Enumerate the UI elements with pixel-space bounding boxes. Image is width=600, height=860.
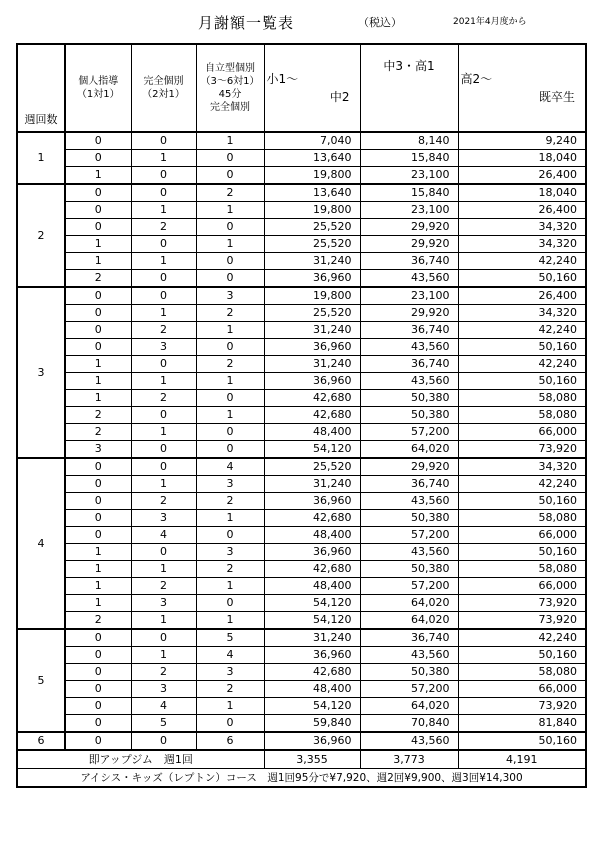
full-individual-count-cell: 0 [131, 132, 196, 150]
header-individual-line1: 個人指導 [78, 76, 119, 87]
full-individual-count-cell: 1 [131, 373, 196, 390]
self-study-count-cell: 4 [196, 458, 264, 476]
price-grade2-cell: 29,920 [360, 236, 458, 253]
price-grade1-cell: 31,240 [264, 356, 360, 373]
full-individual-count-cell: 0 [131, 287, 196, 305]
up-gym-row [17, 750, 586, 769]
full-individual-count-cell: 0 [131, 356, 196, 373]
individual-count-cell: 0 [65, 681, 131, 698]
price-grade3-cell: 50,160 [458, 270, 586, 288]
self-study-count-cell: 3 [196, 476, 264, 493]
price-grade1-cell: 48,400 [264, 681, 360, 698]
table-row [17, 322, 586, 339]
price-grade2-cell: 57,200 [360, 681, 458, 698]
page-title: 月謝額一覧表 [198, 14, 295, 32]
table-row [17, 544, 586, 561]
price-grade2-cell: 64,020 [360, 441, 458, 459]
price-grade1-cell: 19,800 [264, 167, 360, 185]
price-grade2-cell: 50,380 [360, 561, 458, 578]
self-study-count-cell: 0 [196, 424, 264, 441]
individual-count-cell: 0 [65, 476, 131, 493]
full-individual-count-cell: 3 [131, 339, 196, 356]
up-gym-price-cell: 3,355 [264, 750, 360, 769]
self-study-count-cell: 0 [196, 219, 264, 236]
individual-count-cell: 1 [65, 356, 131, 373]
price-grade2-cell: 15,840 [360, 150, 458, 167]
price-grade1-cell: 54,120 [264, 441, 360, 459]
price-grade1-cell: 48,400 [264, 424, 360, 441]
price-grade2-cell: 43,560 [360, 732, 458, 750]
price-grade3-cell: 50,160 [458, 373, 586, 390]
individual-count-cell: 0 [65, 202, 131, 219]
price-grade1-cell: 19,800 [264, 202, 360, 219]
price-grade2-cell: 43,560 [360, 339, 458, 356]
self-study-count-cell: 0 [196, 253, 264, 270]
full-individual-count-cell: 1 [131, 424, 196, 441]
self-study-count-cell: 1 [196, 132, 264, 150]
header-grade1-line1: 小1～ [266, 72, 299, 86]
price-grade2-cell: 57,200 [360, 527, 458, 544]
individual-count-cell: 0 [65, 527, 131, 544]
price-grade2-cell: 23,100 [360, 167, 458, 185]
individual-count-cell: 0 [65, 732, 131, 750]
individual-count-cell: 0 [65, 132, 131, 150]
table-row [17, 527, 586, 544]
price-grade2-cell: 43,560 [360, 373, 458, 390]
individual-count-cell: 0 [65, 458, 131, 476]
full-individual-count-cell: 0 [131, 167, 196, 185]
individual-count-cell: 0 [65, 647, 131, 664]
self-study-count-cell: 1 [196, 612, 264, 630]
price-grade1-cell: 54,120 [264, 595, 360, 612]
self-study-count-cell: 0 [196, 270, 264, 288]
tax-note: （税込） [358, 16, 402, 29]
table-row [17, 458, 586, 476]
full-individual-count-cell: 1 [131, 647, 196, 664]
full-individual-count-cell: 2 [131, 578, 196, 595]
table-row [17, 339, 586, 356]
kids-course-note: アイシス・キッズ（レプトン）コース 週1回95分で¥7,920、週2回¥9,900、週3回¥14,300 [17, 769, 586, 788]
price-grade2-cell: 36,740 [360, 253, 458, 270]
price-grade2-cell: 29,920 [360, 305, 458, 322]
price-grade1-cell: 42,680 [264, 390, 360, 407]
self-study-count-cell: 3 [196, 544, 264, 561]
weeks-cell: 4 [17, 458, 65, 629]
self-study-count-cell: 2 [196, 561, 264, 578]
price-grade3-cell: 58,080 [458, 664, 586, 681]
price-grade3-cell: 66,000 [458, 681, 586, 698]
price-grade2-cell: 50,380 [360, 664, 458, 681]
table-row [17, 612, 586, 630]
table-row [17, 629, 586, 647]
individual-count-cell: 1 [65, 561, 131, 578]
individual-count-cell: 1 [65, 390, 131, 407]
price-grade1-cell: 36,960 [264, 732, 360, 750]
full-individual-count-cell: 2 [131, 390, 196, 407]
header-self-study-line3: 45分 [218, 89, 242, 100]
individual-count-cell: 0 [65, 150, 131, 167]
price-grade1-cell: 25,520 [264, 219, 360, 236]
full-individual-count-cell: 3 [131, 681, 196, 698]
price-grade3-cell: 73,920 [458, 595, 586, 612]
table-row [17, 236, 586, 253]
price-grade1-cell: 48,400 [264, 578, 360, 595]
table-row [17, 373, 586, 390]
individual-count-cell: 0 [65, 510, 131, 527]
self-study-count-cell: 0 [196, 595, 264, 612]
price-grade3-cell: 50,160 [458, 544, 586, 561]
self-study-count-cell: 1 [196, 322, 264, 339]
price-grade2-cell: 36,740 [360, 356, 458, 373]
price-grade3-cell: 66,000 [458, 578, 586, 595]
header-grade-jr3-hs1: 中3・高1 [360, 44, 458, 132]
price-grade3-cell: 58,080 [458, 390, 586, 407]
table-row [17, 184, 586, 202]
self-study-count-cell: 2 [196, 356, 264, 373]
price-grade3-cell: 34,320 [458, 458, 586, 476]
full-individual-count-cell: 5 [131, 715, 196, 733]
price-grade3-cell: 18,040 [458, 184, 586, 202]
table-row [17, 407, 586, 424]
header-self-study-line4: 完全個別 [210, 102, 250, 113]
table-row [17, 510, 586, 527]
price-grade3-cell: 42,240 [458, 476, 586, 493]
full-individual-count-cell: 1 [131, 476, 196, 493]
individual-count-cell: 0 [65, 715, 131, 733]
table-row [17, 167, 586, 185]
table-row [17, 253, 586, 270]
price-grade3-cell: 66,000 [458, 424, 586, 441]
price-grade3-cell: 73,920 [458, 612, 586, 630]
price-grade3-cell: 50,160 [458, 732, 586, 750]
individual-count-cell: 3 [65, 441, 131, 459]
full-individual-count-cell: 2 [131, 493, 196, 510]
individual-count-cell: 0 [65, 219, 131, 236]
full-individual-count-cell: 1 [131, 561, 196, 578]
price-grade3-cell: 42,240 [458, 356, 586, 373]
weeks-cell: 2 [17, 184, 65, 287]
price-grade2-cell: 70,840 [360, 715, 458, 733]
individual-count-cell: 0 [65, 493, 131, 510]
header-grade-elem-jr2 [264, 44, 360, 132]
individual-count-cell: 1 [65, 167, 131, 185]
price-grade1-cell: 36,960 [264, 647, 360, 664]
price-grade3-cell: 9,240 [458, 132, 586, 150]
full-individual-count-cell: 2 [131, 219, 196, 236]
table-row [17, 561, 586, 578]
price-grade2-cell: 64,020 [360, 698, 458, 715]
individual-count-cell: 0 [65, 322, 131, 339]
price-grade1-cell: 31,240 [264, 253, 360, 270]
price-grade3-cell: 66,000 [458, 527, 586, 544]
table-row [17, 578, 586, 595]
individual-count-cell: 0 [65, 184, 131, 202]
table-row [17, 595, 586, 612]
self-study-count-cell: 1 [196, 407, 264, 424]
self-study-count-cell: 6 [196, 732, 264, 750]
price-grade2-cell: 23,100 [360, 287, 458, 305]
self-study-count-cell: 0 [196, 441, 264, 459]
price-grade3-cell: 42,240 [458, 629, 586, 647]
price-grade1-cell: 7,040 [264, 132, 360, 150]
price-grade2-cell: 8,140 [360, 132, 458, 150]
price-grade2-cell: 64,020 [360, 595, 458, 612]
price-grade3-cell: 42,240 [458, 253, 586, 270]
price-grade1-cell: 36,960 [264, 544, 360, 561]
price-grade3-cell: 18,040 [458, 150, 586, 167]
table-row [17, 698, 586, 715]
full-individual-count-cell: 1 [131, 150, 196, 167]
price-grade1-cell: 54,120 [264, 612, 360, 630]
self-study-count-cell: 2 [196, 493, 264, 510]
full-individual-count-cell: 1 [131, 202, 196, 219]
price-grade2-cell: 50,380 [360, 407, 458, 424]
table-row [17, 681, 586, 698]
price-grade2-cell: 50,380 [360, 510, 458, 527]
price-grade2-cell: 29,920 [360, 458, 458, 476]
individual-count-cell: 2 [65, 424, 131, 441]
self-study-count-cell: 1 [196, 202, 264, 219]
header-self-study-line1: 自立型個別 [205, 63, 255, 74]
full-individual-count-cell: 4 [131, 527, 196, 544]
full-individual-count-cell: 0 [131, 732, 196, 750]
table-row [17, 424, 586, 441]
price-grade2-cell: 57,200 [360, 424, 458, 441]
full-individual-count-cell: 3 [131, 595, 196, 612]
price-grade1-cell: 42,680 [264, 561, 360, 578]
individual-count-cell: 1 [65, 595, 131, 612]
individual-count-cell: 0 [65, 287, 131, 305]
table-row [17, 476, 586, 493]
full-individual-count-cell: 2 [131, 322, 196, 339]
individual-count-cell: 2 [65, 407, 131, 424]
price-grade1-cell: 54,120 [264, 698, 360, 715]
header-full-individual-line1: 完全個別 [143, 76, 184, 87]
price-grade1-cell: 31,240 [264, 476, 360, 493]
table-row [17, 664, 586, 681]
price-grade1-cell: 13,640 [264, 184, 360, 202]
header-self-study [196, 44, 264, 132]
header-grade3-line1: 高2～ [460, 72, 493, 86]
self-study-count-cell: 3 [196, 287, 264, 305]
price-grade1-cell: 25,520 [264, 458, 360, 476]
full-individual-count-cell: 0 [131, 441, 196, 459]
header-grade3-line2: 既卒生 [538, 90, 575, 104]
price-grade3-cell: 50,160 [458, 647, 586, 664]
price-grade1-cell: 42,680 [264, 510, 360, 527]
weeks-cell: 5 [17, 629, 65, 732]
table-row [17, 647, 586, 664]
individual-count-cell: 0 [65, 305, 131, 322]
price-grade3-cell: 58,080 [458, 510, 586, 527]
price-grade2-cell: 50,380 [360, 390, 458, 407]
self-study-count-cell: 2 [196, 681, 264, 698]
table-row [17, 305, 586, 322]
price-grade3-cell: 58,080 [458, 561, 586, 578]
individual-count-cell: 2 [65, 612, 131, 630]
table-body [17, 132, 586, 787]
up-gym-label: 即アップジム 週1回 [17, 750, 264, 769]
price-grade1-cell: 31,240 [264, 322, 360, 339]
full-individual-count-cell: 1 [131, 612, 196, 630]
price-grade2-cell: 57,200 [360, 578, 458, 595]
full-individual-count-cell: 4 [131, 698, 196, 715]
price-grade1-cell: 31,240 [264, 629, 360, 647]
self-study-count-cell: 1 [196, 698, 264, 715]
weeks-cell: 3 [17, 287, 65, 458]
individual-count-cell: 0 [65, 664, 131, 681]
self-study-count-cell: 2 [196, 184, 264, 202]
self-study-count-cell: 0 [196, 527, 264, 544]
table-row [17, 441, 586, 459]
price-grade2-cell: 15,840 [360, 184, 458, 202]
full-individual-count-cell: 0 [131, 270, 196, 288]
price-grade1-cell: 36,960 [264, 270, 360, 288]
price-grade3-cell: 50,160 [458, 493, 586, 510]
individual-count-cell: 1 [65, 578, 131, 595]
weeks-cell: 6 [17, 732, 65, 750]
price-grade1-cell: 36,960 [264, 339, 360, 356]
price-grade3-cell: 34,320 [458, 305, 586, 322]
up-gym-price-cell: 4,191 [458, 750, 586, 769]
self-study-count-cell: 1 [196, 578, 264, 595]
self-study-count-cell: 0 [196, 150, 264, 167]
footer-row [17, 769, 586, 788]
price-grade3-cell: 26,400 [458, 202, 586, 219]
price-grade1-cell: 42,680 [264, 664, 360, 681]
price-grade1-cell: 19,800 [264, 287, 360, 305]
self-study-count-cell: 0 [196, 715, 264, 733]
price-grade2-cell: 36,740 [360, 322, 458, 339]
full-individual-count-cell: 0 [131, 458, 196, 476]
price-grade1-cell: 25,520 [264, 236, 360, 253]
self-study-count-cell: 1 [196, 373, 264, 390]
self-study-count-cell: 0 [196, 167, 264, 185]
individual-count-cell: 1 [65, 253, 131, 270]
self-study-count-cell: 5 [196, 629, 264, 647]
header-grade1-line2: 中2 [329, 90, 350, 104]
individual-count-cell: 0 [65, 698, 131, 715]
self-study-count-cell: 1 [196, 510, 264, 527]
header-grade-hs2-graduate [458, 44, 586, 132]
full-individual-count-cell: 1 [131, 253, 196, 270]
header-row [17, 44, 586, 132]
full-individual-count-cell: 0 [131, 629, 196, 647]
individual-count-cell: 1 [65, 544, 131, 561]
price-grade2-cell: 64,020 [360, 612, 458, 630]
self-study-count-cell: 2 [196, 305, 264, 322]
table-row [17, 202, 586, 219]
header-weeks: 週回数 [17, 44, 65, 132]
price-grade2-cell: 43,560 [360, 493, 458, 510]
table-row [17, 219, 586, 236]
self-study-count-cell: 3 [196, 664, 264, 681]
price-grade3-cell: 26,400 [458, 287, 586, 305]
price-grade3-cell: 58,080 [458, 407, 586, 424]
table-row [17, 390, 586, 407]
full-individual-count-cell: 0 [131, 184, 196, 202]
full-individual-count-cell: 3 [131, 510, 196, 527]
header-full-individual-line2: （2対1） [142, 89, 185, 100]
individual-count-cell: 1 [65, 236, 131, 253]
price-grade1-cell: 48,400 [264, 527, 360, 544]
self-study-count-cell: 0 [196, 390, 264, 407]
price-grade2-cell: 43,560 [360, 544, 458, 561]
price-grade2-cell: 23,100 [360, 202, 458, 219]
price-grade3-cell: 34,320 [458, 219, 586, 236]
price-grade3-cell: 81,840 [458, 715, 586, 733]
self-study-count-cell: 0 [196, 339, 264, 356]
price-grade2-cell: 43,560 [360, 647, 458, 664]
header-self-study-line2: （3～6対1） [200, 76, 260, 87]
individual-count-cell: 2 [65, 270, 131, 288]
full-individual-count-cell: 0 [131, 407, 196, 424]
tuition-table [16, 43, 587, 788]
price-grade2-cell: 29,920 [360, 219, 458, 236]
price-grade1-cell: 25,520 [264, 305, 360, 322]
self-study-count-cell: 1 [196, 236, 264, 253]
table-row [17, 287, 586, 305]
full-individual-count-cell: 0 [131, 236, 196, 253]
table-row [17, 493, 586, 510]
price-grade3-cell: 50,160 [458, 339, 586, 356]
up-gym-price-cell: 3,773 [360, 750, 458, 769]
header-individual-line2: （1対1） [76, 89, 120, 100]
table-row [17, 732, 586, 750]
price-grade2-cell: 36,740 [360, 476, 458, 493]
price-grade3-cell: 26,400 [458, 167, 586, 185]
price-grade1-cell: 36,960 [264, 493, 360, 510]
price-grade3-cell: 34,320 [458, 236, 586, 253]
table-row [17, 715, 586, 733]
full-individual-count-cell: 1 [131, 305, 196, 322]
header-individual [65, 44, 131, 132]
individual-count-cell: 1 [65, 373, 131, 390]
price-grade2-cell: 43,560 [360, 270, 458, 288]
price-grade1-cell: 59,840 [264, 715, 360, 733]
price-grade1-cell: 13,640 [264, 150, 360, 167]
individual-count-cell: 0 [65, 339, 131, 356]
table-row [17, 356, 586, 373]
table-row [17, 150, 586, 167]
full-individual-count-cell: 0 [131, 544, 196, 561]
price-grade2-cell: 36,740 [360, 629, 458, 647]
table-row [17, 270, 586, 288]
price-grade1-cell: 36,960 [264, 373, 360, 390]
individual-count-cell: 0 [65, 629, 131, 647]
price-grade3-cell: 73,920 [458, 698, 586, 715]
weeks-cell: 1 [17, 132, 65, 184]
full-individual-count-cell: 2 [131, 664, 196, 681]
price-grade3-cell: 73,920 [458, 441, 586, 459]
table-row [17, 132, 586, 150]
price-grade1-cell: 42,680 [264, 407, 360, 424]
header-full-individual [131, 44, 196, 132]
self-study-count-cell: 4 [196, 647, 264, 664]
price-grade3-cell: 42,240 [458, 322, 586, 339]
effective-date-note: 2021年4月度から [453, 17, 527, 27]
